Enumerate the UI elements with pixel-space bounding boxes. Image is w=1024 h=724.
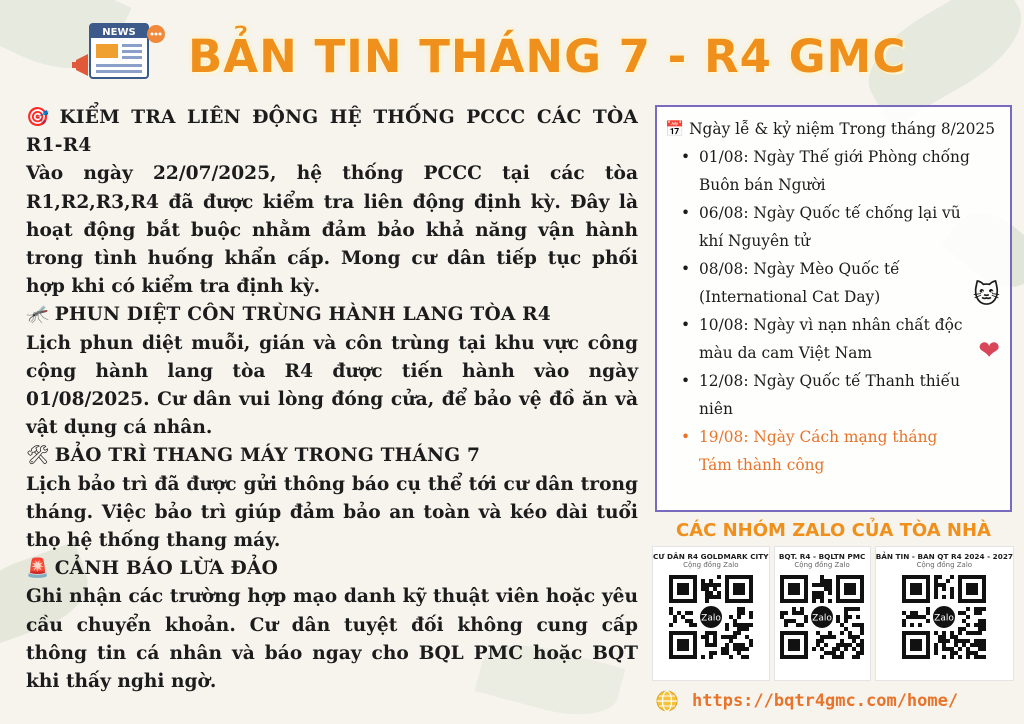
- holiday-text: 08/08: Ngày Mèo Quốc tế (International Cat Day): [699, 260, 900, 306]
- section-title-text: BẢO TRÌ THANG MÁY TRONG THÁNG 7: [54, 445, 481, 467]
- holiday-text: 12/08: Ngày Quốc tế Thanh thiếu niên: [699, 372, 960, 418]
- qr-code[interactable]: [780, 575, 864, 659]
- zalo-badge: Zalo: [812, 613, 832, 624]
- section-body: Ghi nhận các trường hợp mạo danh kỹ thuật viên hoặc yêu cầu chuyển khoản. Cư dân tuyệt đối không cung cấp thông tin cá nhân và báo ngay cho BQL PMC hoặc BQT khi thấy nghi ngờ.: [26, 586, 638, 693]
- section-title: [26, 104, 638, 160]
- zalo-badge: Zalo: [700, 613, 721, 624]
- zalo-group-card[interactable]: [875, 546, 1014, 681]
- list-item: [679, 311, 1004, 367]
- target-icon: 🎯: [26, 107, 50, 128]
- news-section: [26, 301, 638, 442]
- zalo-group-name: BẢN TIN - BAN QT R4 2024 - 2027: [875, 552, 1013, 561]
- news-icon-label: NEWS: [102, 27, 136, 38]
- list-item: [679, 255, 1004, 311]
- zalo-group-sub: Cộng đồng Zalo: [916, 561, 973, 569]
- calendar-icon: 📅: [665, 120, 685, 138]
- header: [0, 14, 1024, 94]
- heart-hands-icon: ❤: [978, 336, 1000, 366]
- zalo-groups-title: CÁC NHÓM ZALO CỦA TÒA NHÀ: [676, 520, 991, 541]
- section-title: [26, 442, 638, 470]
- zalo-group-sub: Cộng đồng Zalo: [683, 561, 739, 569]
- zalo-group-sub: Cộng đồng Zalo: [794, 561, 850, 569]
- tools-icon: 🛠: [26, 445, 50, 467]
- qr-code[interactable]: [902, 575, 986, 659]
- siren-icon: 🚨: [26, 558, 50, 580]
- zalo-group-name: BQT. R4 - BQLTN PMC: [778, 552, 866, 561]
- news-section: [26, 555, 638, 696]
- zalo-group-card[interactable]: [774, 546, 871, 681]
- holidays-title-text: Ngày lễ & kỷ niệm Trong tháng 8/2025: [689, 120, 995, 138]
- news-icon: [72, 20, 168, 86]
- section-body: Lịch bảo trì đã được gửi thông báo cụ thể tới cư dân trong tháng. Việc bảo trì giúp đảm bảo an toàn và kéo dài tuổi thọ hệ thống thang máy.: [26, 473, 638, 552]
- holiday-text: 19/08: Ngày Cách mạng tháng Tám thành công: [699, 428, 938, 474]
- zalo-badge: Zalo: [934, 613, 955, 624]
- holidays-list: [665, 143, 1004, 479]
- qr-code[interactable]: [669, 575, 753, 659]
- zalo-group-card[interactable]: [652, 546, 770, 681]
- holidays-title: [665, 115, 1004, 143]
- news-sections: [26, 104, 638, 696]
- list-item: [679, 367, 1004, 423]
- zalo-groups: [652, 546, 1014, 681]
- section-title: [26, 301, 638, 329]
- cat-icon: 🐱: [972, 280, 1000, 310]
- website-link[interactable]: https://bqtr4gmc.com/home/: [692, 691, 959, 711]
- list-item: [679, 423, 1004, 479]
- list-item: [679, 143, 1004, 199]
- section-title-text: PHUN DIỆT CÔN TRÙNG HÀNH LANG TÒA R4: [54, 304, 551, 326]
- section-body: Vào ngày 22/07/2025, hệ thống PCCC tại các tòa R1,R2,R3,R4 đã được kiểm tra liên động định kỳ. Đây là hoạt động bắt buộc nhằm đảm bảo khả năng vận hành trong tình huống khẩn cấp. Mong cư dân tiếp tục phối hợp khi có kiểm tra định kỳ.: [26, 163, 638, 298]
- globe-icon: [656, 690, 678, 712]
- section-body: Lịch phun diệt muỗi, gián và côn trùng tại khu vực công cộng hành lang tòa R4 được tiến hành vào ngày 01/08/2025. Cư dân vui lòng đóng cửa, để bảo vệ đồ ăn và vật dụng cá nhân.: [26, 332, 638, 439]
- news-section: [26, 104, 638, 301]
- section-title: [26, 555, 638, 583]
- section-title-text: CẢNH BÁO LỪA ĐẢO: [54, 558, 279, 580]
- mosquito-icon: 🦟: [26, 304, 50, 326]
- website-row: [652, 684, 1014, 718]
- list-item: [679, 199, 1004, 255]
- holiday-text: 01/08: Ngày Thế giới Phòng chống Buôn bán Người: [699, 148, 970, 194]
- section-title-text: KIỂM TRA LIÊN ĐỘNG HỆ THỐNG PCCC CÁC TÒA R1-R4: [26, 107, 638, 157]
- holidays-box: [655, 105, 1012, 512]
- holiday-text: 10/08: Ngày vì nạn nhân chất độc màu da cam Việt Nam: [699, 316, 963, 362]
- news-section: [26, 442, 638, 555]
- zalo-group-name: CƯ DÂN R4 GOLDMARK CITY: [653, 552, 769, 561]
- page-title: BẢN TIN THÁNG 7 - R4 GMC: [188, 30, 907, 83]
- holiday-text: 06/08: Ngày Quốc tế chống lại vũ khí Nguyên tử: [699, 204, 961, 250]
